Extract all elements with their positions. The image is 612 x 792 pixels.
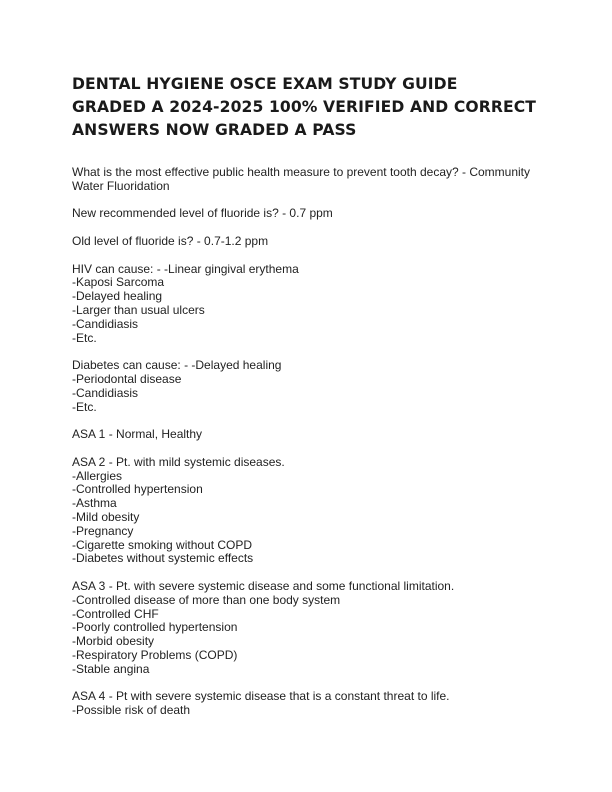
title-line: DENTAL HYGIENE OSCE EXAM STUDY GUIDE xyxy=(72,75,458,93)
text-line: -Asthma xyxy=(72,496,117,511)
text-line: Water Fluoridation xyxy=(72,178,170,193)
text-line: -Mild obesity xyxy=(72,509,140,524)
paragraph-gap xyxy=(72,566,542,580)
text-line: -Delayed healing xyxy=(72,289,163,304)
text-line: -Controlled CHF xyxy=(72,606,159,621)
paragraph-gap xyxy=(72,442,542,456)
qa-paragraph xyxy=(72,235,542,249)
text-line: -Larger than usual ulcers xyxy=(72,302,205,317)
text-line: -Kaposi Sarcoma xyxy=(72,275,165,290)
paragraph-gap xyxy=(72,414,542,428)
text-line: -Candidiasis xyxy=(72,316,139,331)
text-line: Diabetes can cause: - -Delayed healing xyxy=(72,358,282,373)
text-line: -Possible risk of death xyxy=(72,703,191,718)
text-line: -Diabetes without systemic effects xyxy=(72,551,254,566)
text-line: -Pregnancy xyxy=(72,523,134,538)
paragraph-gap xyxy=(72,249,542,263)
document-body xyxy=(72,166,542,718)
text-line: -Allergies xyxy=(72,468,123,483)
text-line: Old level of fluoride is? - 0.7-1.2 ppm xyxy=(72,233,269,248)
qa-paragraph xyxy=(72,263,542,346)
text-line: What is the most effective public health measure to prevent tooth decay? - Community xyxy=(72,165,531,179)
text-line: -Controlled disease of more than one body system xyxy=(72,592,341,607)
title-line: ANSWERS NOW GRADED A PASS xyxy=(72,121,357,139)
qa-paragraph xyxy=(72,428,542,442)
text-line: ASA 2 - Pt. with mild systemic diseases. xyxy=(72,454,285,469)
paragraph-gap xyxy=(72,221,542,235)
text-line: -Periodontal disease xyxy=(72,371,182,386)
text-line: -Etc. xyxy=(72,399,97,414)
title-line: GRADED A 2024-2025 100% VERIFIED AND CORRECT xyxy=(72,98,536,116)
qa-paragraph xyxy=(72,690,542,718)
text-line: New recommended level of fluoride is? - 0.7 ppm xyxy=(72,206,333,221)
paragraph-gap xyxy=(72,345,542,359)
qa-paragraph xyxy=(72,580,542,677)
text-line: -Controlled hypertension xyxy=(72,482,203,497)
paragraph-gap xyxy=(72,676,542,690)
qa-paragraph xyxy=(72,456,542,566)
qa-paragraph xyxy=(72,166,542,194)
text-line: ASA 4 - Pt with severe systemic disease that is a constant threat to life. xyxy=(72,689,450,704)
text-line: -Poorly controlled hypertension xyxy=(72,620,238,635)
paragraph-gap xyxy=(72,194,542,208)
text-line: -Morbid obesity xyxy=(72,634,155,649)
qa-paragraph xyxy=(72,207,542,221)
text-line: ASA 1 - Normal, Healthy xyxy=(72,427,203,442)
text-line: -Stable angina xyxy=(72,661,150,676)
text-line: -Etc. xyxy=(72,330,97,345)
text-line: HIV can cause: - -Linear gingival erythema xyxy=(72,261,299,276)
text-line: ASA 3 - Pt. with severe systemic disease and some functional limitation. xyxy=(72,578,455,593)
text-line: -Cigarette smoking without COPD xyxy=(72,537,253,552)
text-line: -Candidiasis xyxy=(72,385,139,400)
qa-paragraph xyxy=(72,359,542,414)
text-line: -Respiratory Problems (COPD) xyxy=(72,647,238,662)
document-title xyxy=(72,73,552,142)
